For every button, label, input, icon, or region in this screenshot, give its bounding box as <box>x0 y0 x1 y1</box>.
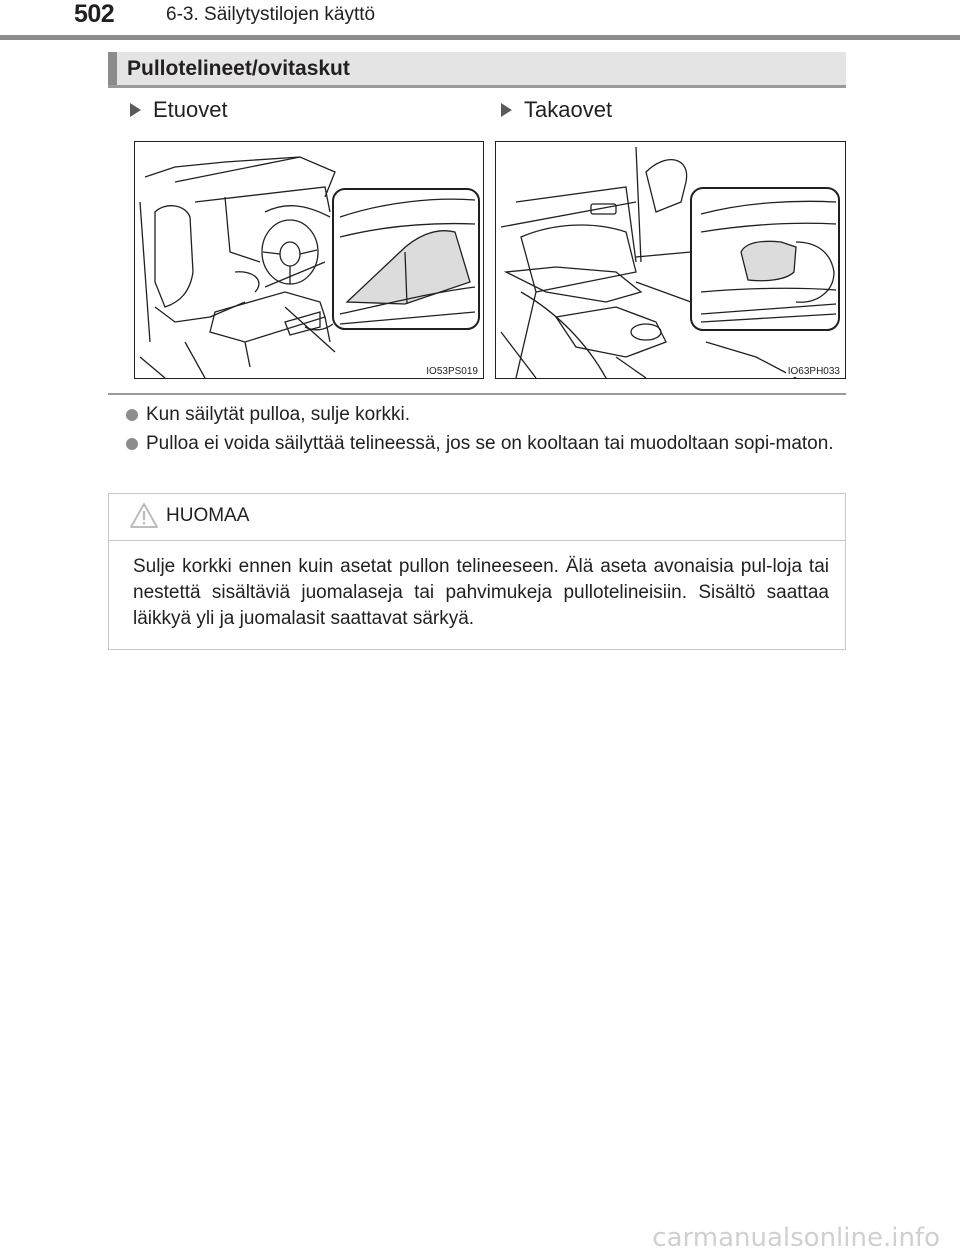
front-door-illustration <box>134 141 484 379</box>
watermark: carmanualsonline.info <box>652 1223 940 1253</box>
figure-rule <box>108 393 846 395</box>
bullet-dot-icon <box>126 409 138 421</box>
figure-label-text: Takaovet <box>524 97 613 122</box>
bullet-dot-icon <box>126 438 138 450</box>
bullet-item <box>126 431 846 457</box>
notice-box <box>108 493 846 650</box>
notice-label: HUOMAA <box>166 505 250 526</box>
triangle-right-icon <box>130 103 141 117</box>
figure-label-rear <box>501 97 612 123</box>
warning-triangle-icon <box>129 502 159 529</box>
page-number: 502 <box>74 0 115 28</box>
topic-accent <box>108 52 117 85</box>
figure-code: IO53PS019 <box>426 366 478 377</box>
topic-title: Pullotelineet/ovitaskut <box>127 57 350 80</box>
header-rule <box>0 35 960 40</box>
notice-header <box>109 494 845 541</box>
notice-text: Sulje korkki ennen kuin asetat pullon telineeseen. Älä aseta avonaisia pul-loja tai nestettä sisältäviä juomalaseja tai pahvimukeja pullotelineisiin. Sisältö saattaa läikkyä yli ja juomalasit saattavat särkyä. <box>133 556 829 629</box>
bullet-text: Kun säilytät pulloa, sulje korkki. <box>146 404 411 425</box>
topic-heading <box>108 52 846 88</box>
bullet-item <box>126 402 846 428</box>
figure-label-text: Etuovet <box>153 97 228 122</box>
section-title: 6-3. Säilytystilojen käyttö <box>166 4 376 25</box>
rear-door-illustration <box>495 141 846 379</box>
bullet-text: Pulloa ei voida säilyttää telineessä, jos se on kooltaan tai muodoltaan sopi-maton. <box>146 433 834 454</box>
triangle-right-icon <box>501 103 512 117</box>
figure-code: IO63PH033 <box>787 366 840 377</box>
figure-label-front <box>130 97 228 123</box>
